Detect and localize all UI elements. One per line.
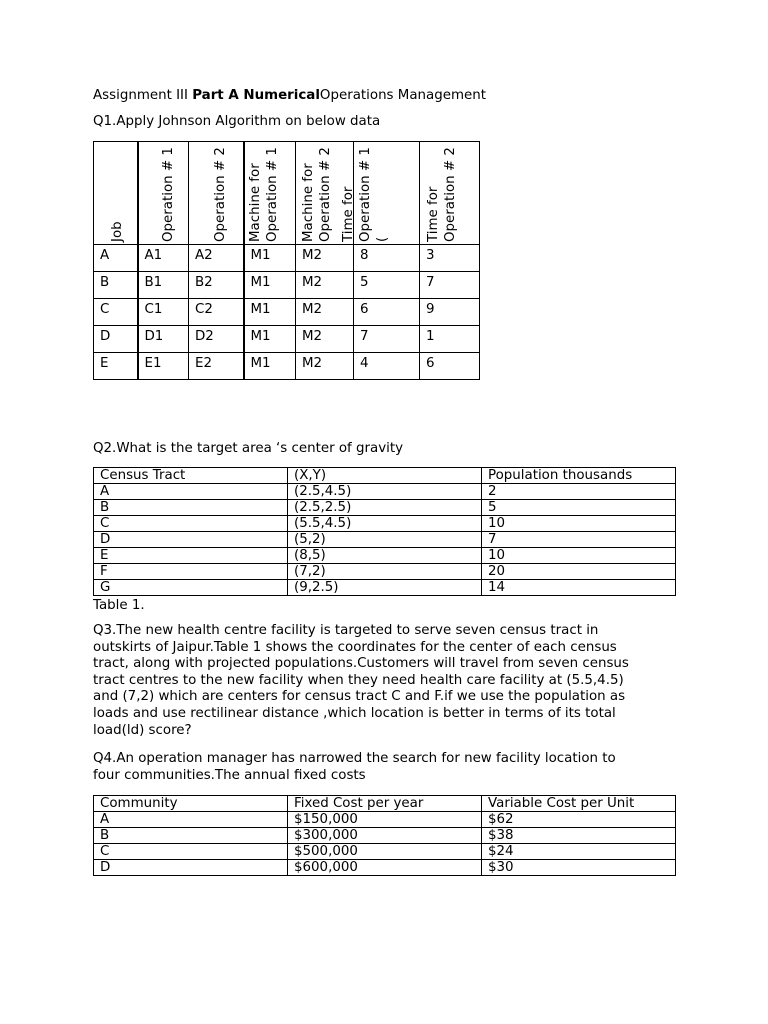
table-cell: 7	[354, 326, 420, 353]
table-row	[94, 860, 676, 876]
table-cell: M2	[296, 353, 354, 380]
table-cell: M2	[296, 326, 354, 353]
table-cell: A	[94, 812, 288, 828]
table-row	[94, 564, 676, 580]
table-cell: 5	[482, 500, 676, 516]
header-cell	[341, 142, 420, 245]
table-cell: (2.5,2.5)	[288, 500, 482, 516]
table-cell: (5,2)	[288, 532, 482, 548]
header-cell	[420, 142, 480, 245]
header-cell	[189, 142, 244, 245]
table-cell: $300,000	[288, 828, 482, 844]
table-cell: (2.5,4.5)	[288, 484, 482, 500]
table-row	[94, 844, 676, 860]
table-row	[94, 326, 480, 353]
col-header-time2: Time for Operation # 2	[426, 147, 458, 242]
q2-question: Q2.What is the target area ‘s center of gravity	[93, 441, 404, 456]
table-cell: $24	[482, 844, 676, 860]
col-header-op2: Operation # 2	[213, 147, 228, 242]
table-cell: 7	[420, 272, 480, 299]
table-cell: M1	[244, 353, 296, 380]
table-cell: M1	[244, 299, 296, 326]
table-cell: E	[94, 548, 288, 564]
table-cell: D	[94, 860, 288, 876]
table-cell: 6	[354, 299, 420, 326]
table-row	[94, 272, 480, 299]
table-cell: 20	[482, 564, 676, 580]
table-cell: E2	[189, 353, 244, 380]
table-cell: M2	[296, 245, 354, 272]
q3-line: outskirts of Jaipur.Table 1 shows the coordinates for the center of each census	[93, 639, 617, 655]
header-cell	[94, 142, 138, 245]
table-cell: E1	[138, 353, 189, 380]
table-cell: (8,5)	[288, 548, 482, 564]
table-cell: $38	[482, 828, 676, 844]
table-cell: 1	[420, 326, 480, 353]
community-cost-table	[93, 795, 676, 876]
table-cell: 3	[420, 245, 480, 272]
q3-line: Q3.The new health centre facility is targeted to serve seven census tract in	[93, 623, 599, 638]
table-cell: (5.5,4.5)	[288, 516, 482, 532]
col-header-time1: Time for Operation # 1 (	[341, 147, 390, 242]
table-cell: (7,2)	[288, 564, 482, 580]
table-cell: D	[94, 532, 288, 548]
table-cell: M1	[244, 245, 296, 272]
table-cell: B	[94, 828, 288, 844]
table-cell: B1	[138, 272, 189, 299]
header-cell	[244, 142, 296, 245]
col-header-op1: Operation # 1	[160, 147, 176, 242]
table-cell: M1	[244, 326, 296, 353]
table-row	[94, 299, 480, 326]
table-cell: A1	[138, 245, 189, 272]
table-cell: M2	[296, 299, 354, 326]
table-header-row	[94, 796, 676, 812]
table-cell: 6	[420, 353, 480, 380]
col-header-machine2: Machine for Operation # 2	[301, 147, 333, 242]
table-row	[94, 580, 676, 596]
table-cell: C	[94, 516, 288, 532]
column-header: Census Tract	[94, 468, 288, 484]
column-header: Variable Cost per Unit	[482, 796, 676, 812]
q3-line: load(ld) score?	[93, 722, 192, 738]
table-cell: B	[94, 272, 138, 299]
table-row	[94, 812, 676, 828]
table-cell: F	[94, 564, 288, 580]
q1-question: Q1.Apply Johnson Algorithm on below data	[93, 114, 381, 129]
table-cell: $600,000	[288, 860, 482, 876]
table-cell: C	[94, 844, 288, 860]
table-cell: D1	[138, 326, 189, 353]
table-cell: 5	[354, 272, 420, 299]
q3-line: tract, along with projected populations.Customers will travel from seven census	[93, 656, 629, 672]
header-cell	[138, 142, 189, 245]
column-header: Fixed Cost per year	[288, 796, 482, 812]
table-cell: $30	[482, 860, 676, 876]
table-row	[94, 548, 676, 564]
q4-line: four communities.The annual fixed costs	[93, 767, 366, 783]
table-cell: $500,000	[288, 844, 482, 860]
table-cell: B	[94, 500, 288, 516]
column-header: Population thousands	[482, 468, 676, 484]
johnson-table	[93, 141, 480, 380]
table-row	[94, 828, 676, 844]
table-cell: 7	[482, 532, 676, 548]
table-cell: D2	[189, 326, 244, 353]
table-cell: 10	[482, 548, 676, 564]
document-header	[93, 87, 486, 104]
table-row	[94, 516, 676, 532]
table-cell: (9,2.5)	[288, 580, 482, 596]
table-row	[94, 500, 676, 516]
table-cell: A2	[189, 245, 244, 272]
q3-line: loads and use rectilinear distance ,which location is better in terms of its total	[93, 705, 616, 721]
table-cell: $150,000	[288, 812, 482, 828]
table-cell: 8	[354, 245, 420, 272]
header-bold: Part A Numerical	[192, 88, 320, 103]
table-caption: Table 1.	[93, 598, 145, 613]
column-header: (X,Y)	[288, 468, 482, 484]
table-cell: 4	[354, 353, 420, 380]
q3-question	[93, 623, 673, 739]
table-cell: M2	[296, 272, 354, 299]
census-table	[93, 467, 676, 596]
table-cell: C1	[138, 299, 189, 326]
table-cell: B2	[189, 272, 244, 299]
table-cell: M1	[244, 272, 296, 299]
col-header-job: Job	[110, 221, 125, 242]
table-cell: D	[94, 326, 138, 353]
header-prefix: Assignment III	[93, 88, 193, 103]
table-cell: A	[94, 484, 288, 500]
col-header-machine1: Machine for Operation # 1	[247, 147, 280, 242]
header-suffix: Operations Management	[319, 88, 487, 103]
table-cell: $62	[482, 812, 676, 828]
column-header: Community	[94, 796, 288, 812]
table-cell: 14	[482, 580, 676, 596]
table-row	[94, 484, 676, 500]
johnson-table-header	[94, 142, 480, 245]
table-row	[94, 532, 676, 548]
table-cell: A	[94, 245, 138, 272]
table-row	[94, 245, 480, 272]
table-header-row	[94, 468, 676, 484]
q4-line: Q4.An operation manager has narrowed the search for new facility location to	[93, 751, 616, 766]
q4-question	[93, 751, 673, 784]
table-row	[94, 353, 480, 380]
table-cell: C2	[189, 299, 244, 326]
table-cell: 9	[420, 299, 480, 326]
q3-line: tract centres to the new facility when they need health care facility at (5.5,4.5)	[93, 672, 624, 688]
table-cell: C	[94, 299, 138, 326]
table-cell: 10	[482, 516, 676, 532]
q3-line: and (7,2) which are centers for census tract C and F.if we use the population as	[93, 689, 626, 705]
table-cell: E	[94, 353, 138, 380]
table-cell: 2	[482, 484, 676, 500]
table-cell: G	[94, 580, 288, 596]
